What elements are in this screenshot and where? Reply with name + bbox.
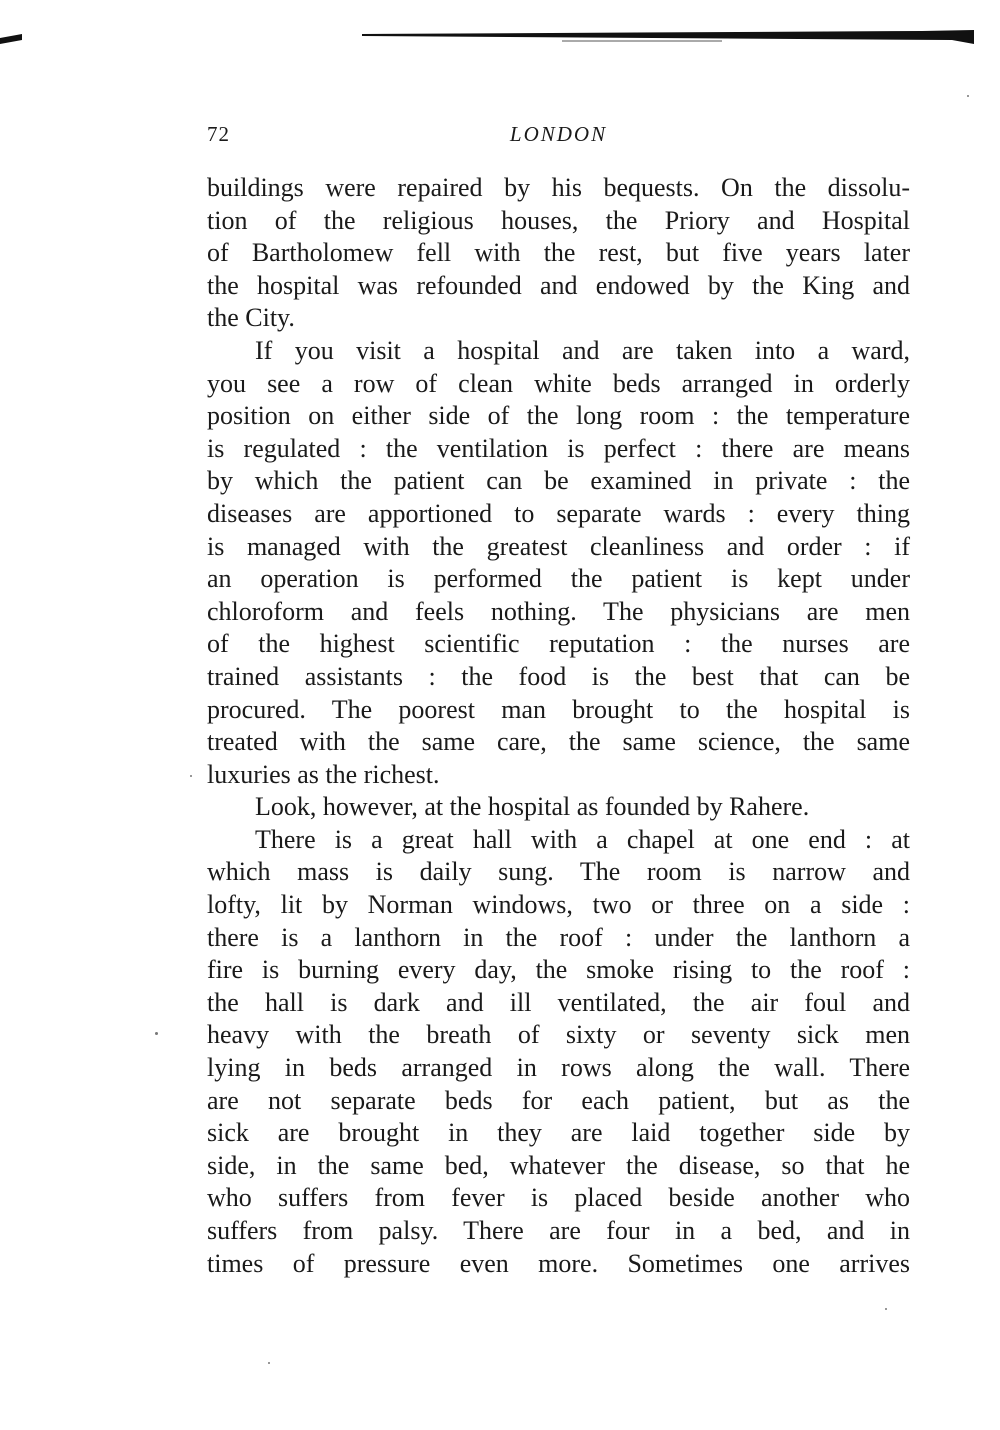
scan-speck: [967, 95, 969, 97]
text-line: of the highest scientific reputation : the nurses are: [207, 629, 910, 659]
text-line: by which the patient can be examined in private : the: [207, 466, 910, 496]
scan-speck: [885, 1308, 887, 1310]
scan-speck: [190, 775, 192, 777]
page-number: 72: [207, 122, 230, 146]
running-head: [207, 122, 910, 152]
text-line: There is a great hall with a chapel at one end : at: [255, 824, 910, 854]
text-line: Look, however, at the hospital as founded by Rahere.: [255, 792, 810, 822]
scan-speck: [155, 1032, 158, 1035]
text-line: you see a row of clean white beds arranged in orderly: [207, 368, 910, 398]
text-line: luxuries as the richest.: [207, 759, 440, 789]
body-text: [207, 172, 910, 1280]
text-line: are not separate beds for each patient, but as the: [207, 1085, 910, 1115]
text-line: the hall is dark and ill ventilated, the air foul and: [207, 987, 910, 1017]
text-line: trained assistants : the food is the best that can be: [207, 661, 910, 691]
text-line: suffers from palsy. There are four in a bed, and in: [207, 1216, 910, 1245]
text-line: sick are brought in they are laid together side by: [207, 1118, 910, 1148]
text-line: who suffers from fever is placed beside another who: [207, 1183, 910, 1213]
text-line: position on either side of the long room : the temperature: [207, 401, 910, 431]
text-line: buildings were repaired by his bequests. On the dissolu-: [207, 173, 910, 202]
text-line: the City.: [207, 303, 295, 333]
text-line: tion of the religious houses, the Priory and Hospital: [207, 205, 910, 235]
text-line: procured. The poorest man brought to the hospital is: [207, 694, 910, 724]
text-line: is managed with the greatest cleanliness and order : if: [207, 531, 910, 561]
text-line: heavy with the breath of sixty or seventy sick men: [207, 1020, 910, 1050]
text-line: is regulated : the ventilation is perfect : there are means: [207, 433, 910, 463]
text-line: chloroform and feels nothing. The physicians are men: [207, 596, 910, 626]
text-line: there is a lanthorn in the roof : under the lanthorn a: [207, 922, 910, 952]
text-line: of Bartholomew fell with the rest, but five years later: [207, 238, 910, 268]
scan-corner-mark: [0, 34, 22, 44]
scan-speck: [268, 1362, 270, 1364]
top-rule: [362, 30, 974, 44]
text-line: lying in beds arranged in rows along the wall. There: [207, 1053, 910, 1083]
page-title: LONDON: [509, 122, 608, 146]
text-line: lofty, lit by Norman windows, two or three on a side :: [207, 890, 910, 920]
text-line: treated with the same care, the same science, the same: [207, 727, 910, 757]
text-line: an operation is performed the patient is kept under: [207, 564, 910, 594]
text-line: which mass is daily sung. The room is narrow and: [207, 857, 910, 887]
text-line: times of pressure even more. Sometimes one arrives: [207, 1248, 910, 1278]
text-line: the hospital was refounded and endowed by the King and: [207, 270, 910, 300]
text-line: side, in the same bed, whatever the disease, so that he: [207, 1150, 910, 1180]
text-line: fire is burning every day, the smoke rising to the roof :: [207, 955, 910, 985]
text-line: If you visit a hospital and are taken into a ward,: [255, 335, 910, 365]
text-line: diseases are apportioned to separate wards : every thing: [207, 498, 910, 528]
